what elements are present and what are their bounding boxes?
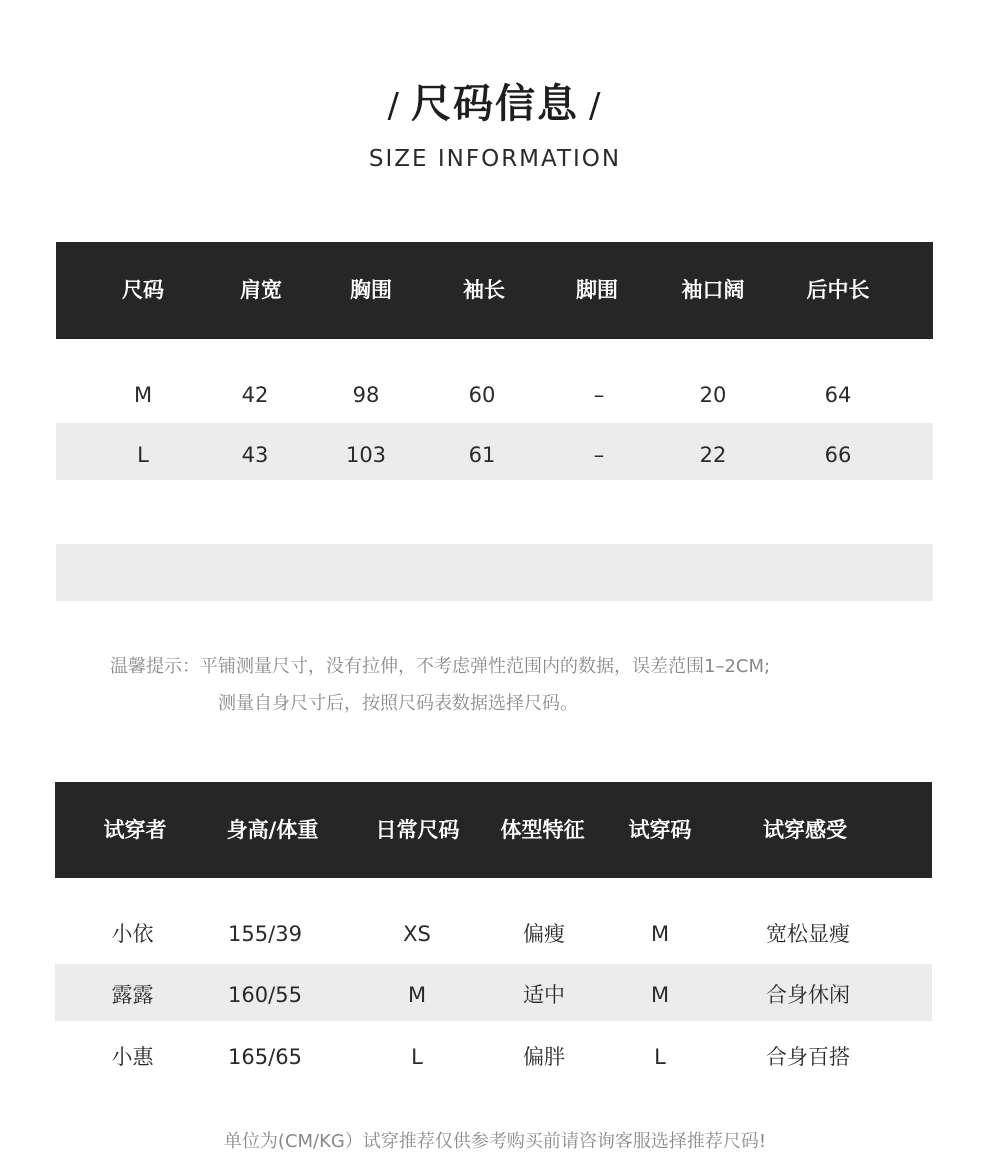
- size-cell: 61: [468, 443, 496, 467]
- empty-row-band: [56, 544, 933, 601]
- tryon-cell: 155/39: [228, 922, 302, 946]
- measurement-note-line2: 测量自身尺寸后，按照尺码表数据选择尺码。: [218, 693, 578, 714]
- tryon-cell: M: [650, 922, 670, 946]
- size-cell: L: [137, 443, 149, 467]
- table-row: [55, 964, 932, 1021]
- footer-disclaimer: 单位为(CM/KG）试穿推荐仅供参考购买前请咨询客服选择推荐尺码!: [223, 1131, 767, 1152]
- table-row: [55, 904, 932, 964]
- tryon-cell: 小依: [111, 922, 154, 946]
- size-header-length: 后中长: [806, 278, 870, 302]
- tryon-cell: 合身休闲: [766, 983, 850, 1007]
- size-header-hem: 脚围: [576, 278, 618, 302]
- tryon-header-tried-size: 试穿码: [628, 818, 692, 842]
- tryon-cell: M: [407, 983, 427, 1007]
- size-cell: M: [133, 383, 153, 407]
- tryon-cell: 偏胖: [523, 1045, 565, 1069]
- size-cell: 98: [352, 383, 380, 407]
- tryon-cell: 165/65: [228, 1045, 302, 1069]
- tryon-cell: 宽松显瘦: [766, 922, 850, 946]
- measurement-note-line1: 温馨提示：平铺测量尺寸，没有拉伸，不考虑弹性范围内的数据，误差范围1–2CM;: [110, 656, 771, 677]
- size-cell: 20: [699, 383, 727, 407]
- tryon-header-usual-size: 日常尺码: [375, 818, 460, 842]
- tryon-cell: L: [654, 1045, 666, 1069]
- tryon-cell: 160/55: [228, 983, 302, 1007]
- tryon-cell: 合身百搭: [766, 1045, 850, 1069]
- tryon-cell: 露露: [111, 983, 154, 1007]
- tryon-cell: XS: [403, 922, 431, 946]
- table-row: [56, 367, 933, 423]
- size-header-shoulder: 肩宽: [240, 278, 282, 302]
- title-slash-right: /: [589, 86, 603, 126]
- size-cell: 60: [468, 383, 496, 407]
- size-cell: –: [593, 383, 605, 407]
- size-table-header: [56, 242, 933, 339]
- size-cell: 103: [345, 443, 387, 467]
- size-cell: 43: [241, 443, 269, 467]
- tryon-cell: 偏瘦: [523, 922, 565, 946]
- page-subtitle: SIZE INFORMATION: [368, 146, 622, 172]
- tryon-cell: M: [650, 983, 670, 1007]
- table-row: [56, 423, 933, 480]
- size-cell: 66: [824, 443, 852, 467]
- size-header-sleeve: 袖长: [463, 278, 505, 302]
- title-text: 尺码信息: [411, 81, 579, 127]
- tryon-header-body-type: 体型特征: [500, 818, 585, 842]
- size-header-chest: 胸围: [350, 278, 392, 302]
- title-slash-left: /: [387, 86, 401, 126]
- tryon-cell: 小惠: [111, 1045, 154, 1069]
- size-cell: 42: [241, 383, 269, 407]
- size-header-cuff: 袖口阔: [681, 278, 745, 302]
- size-cell: 22: [699, 443, 727, 467]
- size-cell: 64: [824, 383, 852, 407]
- size-cell: –: [593, 443, 605, 467]
- tryon-table-header: [55, 782, 932, 878]
- tryon-header-tester: 试穿者: [103, 818, 167, 842]
- page-title: [0, 72, 990, 129]
- tryon-header-feeling: 试穿感受: [763, 818, 847, 842]
- tryon-cell: 适中: [523, 983, 565, 1007]
- tryon-header-height-weight: 身高/体重: [226, 818, 319, 842]
- table-row: [55, 1021, 932, 1091]
- tryon-cell: L: [411, 1045, 423, 1069]
- size-header-size: 尺码: [122, 278, 164, 302]
